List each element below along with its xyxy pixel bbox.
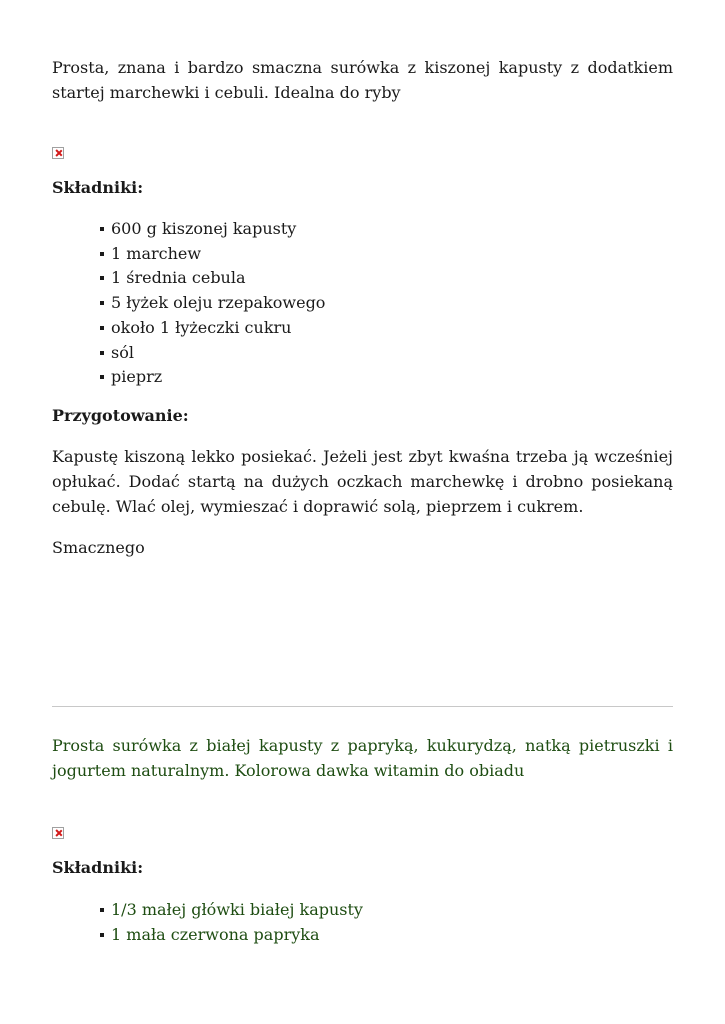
list-item: 1/3 małej główki białej kapusty xyxy=(100,898,673,923)
list-item: 1 mała czerwona papryka xyxy=(100,923,673,948)
list-item: 1 średnia cebula xyxy=(100,266,673,291)
list-item: 600 g kiszonej kapusty xyxy=(100,217,673,242)
broken-image-icon xyxy=(52,147,64,159)
recipe-1-closing xyxy=(52,535,673,561)
recipe-1-image xyxy=(52,144,673,160)
list-item: około 1 łyżeczki cukru xyxy=(100,316,673,341)
recipe-1-prep-text: Kapustę kiszoną lekko posiekać. Jeżeli jest zbyt kwaśna trzeba ją wcześniej opłukać. Dodać startą na dużych oczkach marchewkę i drobno posiekaną cebulę. Wlać olej, wymieszać i doprawić solą, pieprzem i cukrem. xyxy=(52,446,673,516)
recipe-2-intro xyxy=(52,733,673,784)
list-item: pieprz xyxy=(100,365,673,390)
recipe-2-ingredients-heading: Składniki: xyxy=(52,858,144,877)
recipe-1-ingredients-heading: Składniki: xyxy=(52,178,144,197)
list-item: 5 łyżek oleju rzepakowego xyxy=(100,291,673,316)
recipe-2-image xyxy=(52,824,673,840)
recipe-2-intro-text: Prosta surówka z białej kapusty z papryką, kukurydzą, natką pietruszki i jogurtem naturalnym. Kolorowa dawka witamin do obiadu xyxy=(52,736,673,780)
recipe-1-prep-heading: Przygotowanie: xyxy=(52,405,189,425)
broken-image-icon xyxy=(52,827,64,839)
recipe-2 xyxy=(52,733,673,947)
list-item: sól xyxy=(100,341,673,366)
recipe-1-intro-text: Prosta, znana i bardzo smaczna surówka z kiszonej kapusty z dodatkiem startej marchewki i cebuli. Idealna do ryby xyxy=(52,58,673,102)
recipe-1 xyxy=(52,55,673,561)
recipe-1-closing-text: Smacznego xyxy=(52,537,145,557)
recipe-1-ingredients-list xyxy=(52,217,673,390)
section-divider xyxy=(52,706,673,707)
list-item: 1 marchew xyxy=(100,242,673,267)
recipe-2-ingredients-list xyxy=(52,898,673,947)
recipe-1-intro xyxy=(52,55,673,106)
